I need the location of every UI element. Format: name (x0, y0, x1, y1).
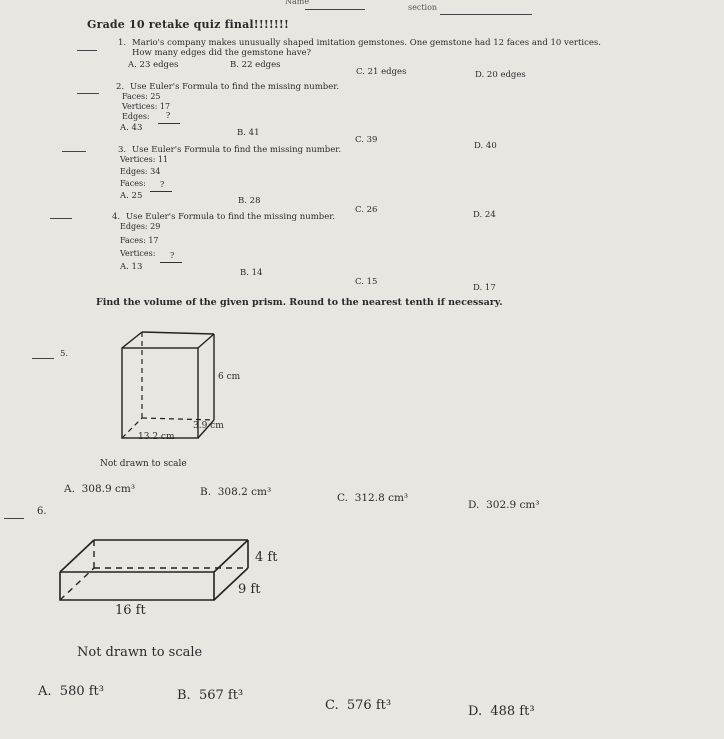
name-line (305, 9, 365, 10)
q3-option-c: C. 26 (355, 205, 378, 215)
q3-unknown-label: Faces: (120, 179, 146, 188)
q5-front-face (122, 348, 198, 438)
answer-blank-4[interactable] (50, 218, 72, 219)
q6-length-label: 16 ft (115, 603, 146, 618)
q5-length-label: 13.2 cm (138, 432, 175, 442)
q5-depth-label: 3.9 cm (193, 421, 224, 431)
q2-option-a: A. 43 (120, 123, 143, 133)
q4-unknown-label: Vertices: (120, 249, 156, 258)
q3-given-vertices: Vertices: 11 (120, 155, 169, 164)
q1-text-line2: How many edges did the gemstone have? (132, 48, 312, 58)
q4-option-d: D. 17 (473, 283, 496, 293)
name-label: Name (285, 0, 310, 6)
q5-option-d: D. 302.9 cm³ (468, 499, 540, 511)
answer-blank-2[interactable] (77, 93, 99, 94)
q5-option-a: A. 308.9 cm³ (64, 483, 136, 495)
q1-text-line1: Mario's company makes unusually shaped imitation gemstones. One gemstone had 12 faces and 10 vertices. (132, 38, 601, 48)
q4-given-edges: Edges: 29 (120, 222, 161, 231)
q3-given-edges: Edges: 34 (120, 167, 161, 176)
answer-blank-1[interactable] (77, 50, 97, 51)
q2-number: 2. (116, 82, 125, 92)
q3-option-b: B. 28 (238, 196, 261, 206)
answer-blank-6[interactable] (4, 518, 24, 519)
q5-option-c: C. 312.8 cm³ (337, 492, 409, 504)
q2-option-d: D. 40 (474, 141, 497, 151)
q2-option-b: B. 41 (237, 128, 260, 138)
q6-option-b: B. 567 ft³ (177, 688, 244, 703)
section-label: section (408, 3, 438, 12)
answer-blank-3[interactable] (62, 151, 86, 152)
q4-number: 4. (112, 212, 121, 222)
q6-option-d: D. 488 ft³ (468, 704, 535, 719)
q4-text: Use Euler's Formula to find the missing number. (126, 212, 336, 222)
q1-option-a: A. 23 edges (128, 60, 179, 70)
q6-prism-figure (50, 528, 260, 608)
q5-prism-figure (110, 326, 260, 446)
q2-text: Use Euler's Formula to find the missing number. (130, 82, 340, 92)
q4-option-a: A. 13 (120, 262, 143, 272)
section-instructions: Find the volume of the given prism. Round to the nearest tenth if necessary. (96, 297, 503, 308)
section-line (440, 14, 532, 15)
q4-unknown-mark: ? (170, 251, 175, 260)
q6-option-a: A. 580 ft³ (38, 684, 104, 699)
q2-option-c: C. 39 (355, 135, 378, 145)
q2-blank (158, 123, 180, 124)
q2-unknown-mark: ? (166, 111, 171, 120)
q2-unknown-label: Edges: (122, 112, 150, 121)
q1-number: 1. (118, 38, 127, 48)
q1-option-b: B. 22 edges (230, 60, 281, 70)
q5-number: 5. (60, 349, 69, 359)
q4-option-b: B. 14 (240, 268, 263, 278)
q2-given-vertices: Vertices: 17 (122, 102, 171, 111)
q3-text: Use Euler's Formula to find the missing number. (132, 145, 342, 155)
q6-height-label: 4 ft (255, 550, 278, 565)
q5-height-label: 6 cm (218, 372, 241, 382)
answer-blank-5[interactable] (32, 358, 54, 359)
q3-blank (150, 191, 172, 192)
q3-option-d: D. 24 (473, 210, 496, 220)
q2-given-faces: Faces: 25 (122, 92, 161, 101)
q5-option-b: B. 308.2 cm³ (200, 486, 272, 498)
q6-scale-note: Not drawn to scale (77, 645, 203, 660)
q3-option-a: A. 25 (120, 191, 143, 201)
page-title: Grade 10 retake quiz final!!!!!!! (87, 18, 289, 31)
q4-option-c: C. 15 (355, 277, 378, 287)
q1-option-d: D. 20 edges (475, 70, 526, 80)
q4-given-faces: Faces: 17 (120, 236, 159, 245)
q5-scale-note: Not drawn to scale (100, 459, 187, 469)
q6-number: 6. (37, 506, 47, 517)
q3-number: 3. (118, 145, 127, 155)
q4-blank (160, 262, 182, 263)
q6-depth-label: 9 ft (238, 582, 261, 597)
q1-option-c: C. 21 edges (356, 67, 407, 77)
q3-unknown-mark: ? (160, 180, 165, 189)
q6-option-c: C. 576 ft³ (325, 698, 392, 713)
